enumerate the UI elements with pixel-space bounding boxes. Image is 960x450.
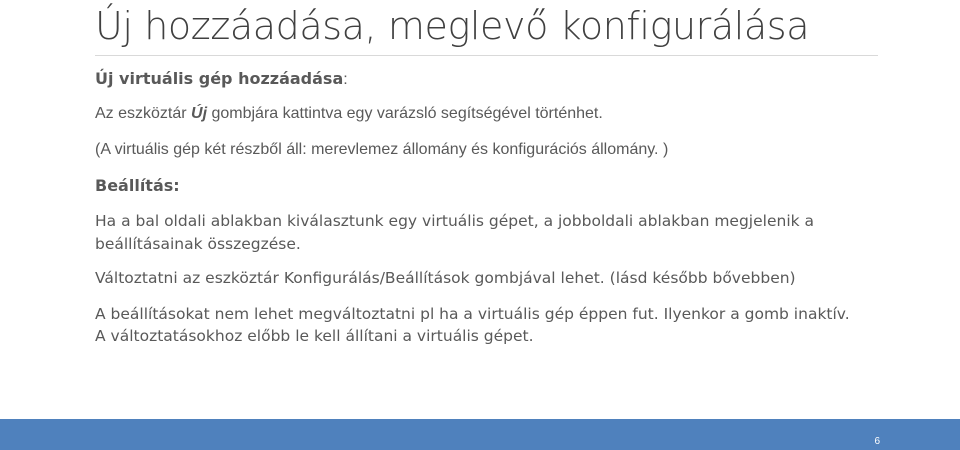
heading-new-vm — [95, 69, 348, 90]
paragraph-vm-parts: (A virtuális gép két részből áll: merevlemez állomány és konfigurációs állomány. ) — [95, 141, 669, 158]
slide-title: Új hozzáadása, meglevő konfigurálása — [95, 4, 810, 48]
paragraph-change-settings: Változtatni az eszköztár Konfigurálás/Beállítások gombjával lehet. (lásd később bővebben) — [95, 269, 796, 287]
paragraph-toolbar-new-end: gombjára kattintva egy varázsló segítségével történhet. — [207, 105, 603, 122]
page-number: 6 — [874, 436, 880, 447]
paragraph-selection-line2: beállításainak összegzése. — [95, 235, 301, 253]
paragraph-running-line2: A változtatásokhoz előbb le kell állítani a virtuális gépet. — [95, 327, 534, 345]
new-button-reference: Új — [191, 105, 208, 122]
paragraph-toolbar-new — [95, 104, 603, 124]
title-divider — [95, 55, 878, 56]
paragraph-running-line1: A beállításokat nem lehet megváltoztatni pl ha a virtuális gép éppen fut. Ilyenkor a gomb inaktív. — [95, 305, 850, 323]
footer-bar — [0, 419, 960, 450]
heading-settings-text: Beállítás: — [95, 176, 180, 195]
heading-new-vm-colon: : — [343, 71, 348, 88]
heading-settings — [95, 176, 180, 197]
heading-new-vm-text: Új virtuális gép hozzáadása — [95, 69, 344, 88]
paragraph-selection-line1: Ha a bal oldali ablakban kiválasztunk egy virtuális gépet, a jobboldali ablakban megjelenik a — [95, 212, 815, 230]
paragraph-toolbar-new-start: Az eszköztár — [95, 105, 192, 122]
